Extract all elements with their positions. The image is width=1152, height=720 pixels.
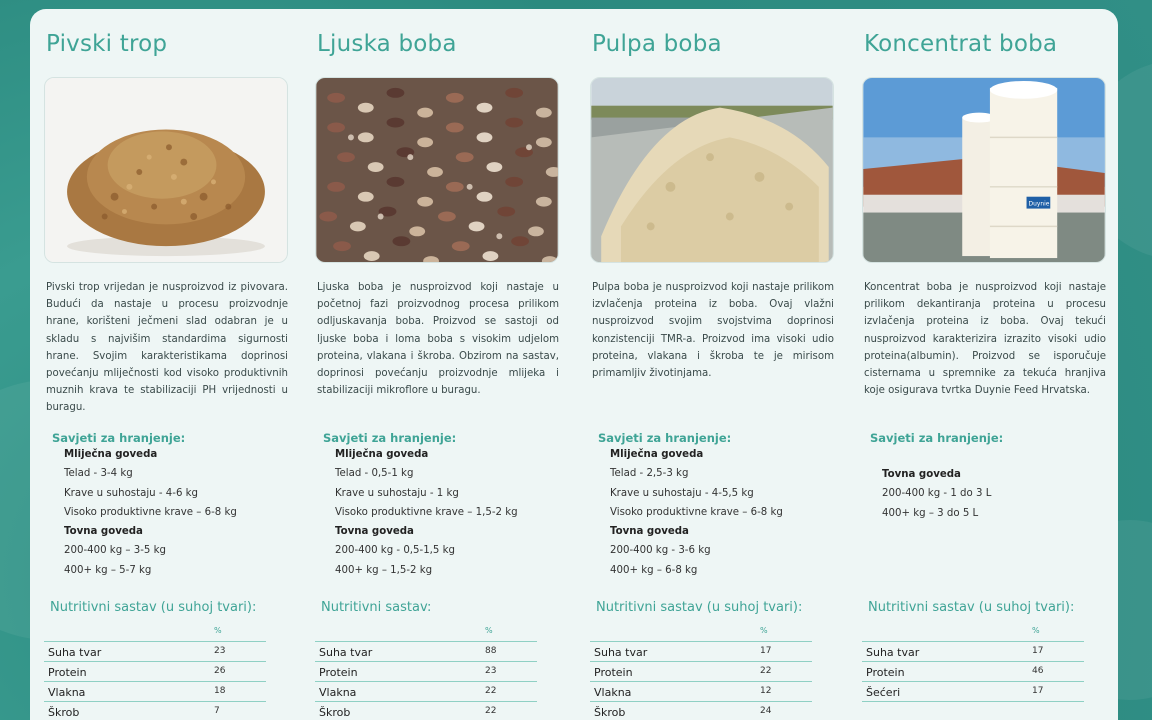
- table-row: Škrob 22: [315, 702, 537, 720]
- tip-line: 400+ kg – 6-8 kg: [610, 564, 698, 576]
- table-row: Škrob 24: [590, 702, 812, 720]
- table-row: Vlakna 18: [44, 682, 266, 702]
- tip-line: 400+ kg – 1,5-2 kg: [335, 564, 433, 576]
- table-row: Škrob 7: [44, 702, 266, 720]
- tip-line: 200-400 kg - 3-6 kg: [610, 545, 711, 557]
- storage-tanks-photo: [862, 77, 1106, 263]
- product-card: [30, 9, 1118, 720]
- table-row: Protein 23: [315, 662, 537, 682]
- group-heading: Mliječna goveda: [335, 449, 429, 460]
- product-description: Pulpa boba je nusproizvod koji nastaje prilikom izvlačenja proteina iz boba. Ovaj vlažni nusproizvod svojim svojstvima doprinosi konzistenciji TMR-a. Proizvod ima visoki udio proteina, vlakana i škroba te je mirisom primamljiv životinjama.: [592, 282, 834, 380]
- tip-line: 400+ kg – 3 do 5 L: [882, 507, 979, 519]
- nutrition-table: [44, 623, 266, 720]
- nutrition-heading: Nutritivni sastav (u suhoj tvari):: [596, 600, 803, 615]
- tip-line: Krave u suhostaju - 1 kg: [335, 487, 459, 499]
- tip-line: Telad - 3-4 kg: [64, 468, 133, 480]
- unit-label: %: [485, 626, 493, 635]
- group-heading: Mliječna goveda: [610, 449, 704, 460]
- feeding-tips: [64, 445, 237, 580]
- tip-line: 200-400 kg - 0,5-1,5 kg: [335, 545, 456, 557]
- feeding-tips-heading: Savjeti za hranjenje:: [598, 431, 732, 445]
- product-description: Pivski trop vrijedan je nusproizvod iz pivovara. Budući da nastaje u procesu proizvodnje hrane, korišteni ječmeni slad odabran je u skladu s najvišim standardima sigurnosti hrane. Svojim karakteristikama doprinosi povećanju mliječnosti kod visoko produktivnih muznih krava te stabilizaciji PH vrijednosti u buragu.: [46, 282, 288, 414]
- unit-label: %: [1032, 626, 1040, 635]
- tip-line: Telad - 0,5-1 kg: [335, 468, 414, 480]
- product-title: Ljuska boba: [317, 31, 457, 57]
- table-row: Suha tvar 17: [590, 642, 812, 662]
- nutrition-table: [315, 623, 537, 720]
- table-row: Suha tvar 88: [315, 642, 537, 662]
- nutrition-heading: Nutritivni sastav (u suhoj tvari):: [868, 600, 1075, 615]
- table-row: Šećeri 17: [862, 682, 1084, 702]
- table-row: Suha tvar 23: [44, 642, 266, 662]
- nutrition-table: [590, 623, 812, 720]
- tip-line: Visoko produktivne krave – 6-8 kg: [610, 506, 783, 518]
- group-heading: Tovna goveda: [610, 526, 689, 538]
- feeding-tips: [610, 445, 783, 580]
- table-row: Vlakna 22: [315, 682, 537, 702]
- table-row: Protein 26: [44, 662, 266, 682]
- product-title: Pivski trop: [46, 31, 168, 57]
- group-heading: Mliječna goveda: [64, 449, 158, 460]
- group-heading: Tovna goveda: [64, 526, 143, 538]
- brewers-grain-photo: [44, 77, 288, 263]
- table-row: Protein 46: [862, 662, 1084, 682]
- tip-line: Visoko produktivne krave – 6-8 kg: [64, 506, 237, 518]
- feeding-tips: [335, 445, 518, 580]
- tip-line: Krave u suhostaju - 4-5,5 kg: [610, 487, 754, 499]
- table-row: Protein 22: [590, 662, 812, 682]
- group-heading: Tovna goveda: [882, 469, 961, 480]
- feeding-tips-heading: Savjeti za hranjenje:: [323, 431, 457, 445]
- nutrition-table: [862, 623, 1084, 702]
- product-title: Pulpa boba: [592, 31, 722, 57]
- feeding-tips-heading: Savjeti za hranjenje:: [52, 431, 186, 445]
- table-row: Vlakna 12: [590, 682, 812, 702]
- tip-line: 200-400 kg - 1 do 3 L: [882, 488, 992, 500]
- product-description: Koncentrat boba je nusproizvod koji nastaje prilikom dekantiranja proteina u procesu izvlačenja proteina iz boba. Ovaj tekući nusproizvod karakterizira izrazito visoki udio proteina(albumin). Proizvod se isporučuje cisternama u spremnike za tekuća hranjiva koje osigurava tvrtka Duynie Feed Hrvatska.: [864, 282, 1106, 397]
- tip-line: Visoko produktivne krave – 1,5-2 kg: [335, 506, 518, 518]
- tank-logo: Duynie: [1028, 200, 1050, 208]
- tip-line: Krave u suhostaju - 4-6 kg: [64, 487, 199, 499]
- feeding-tips-heading: Savjeti za hranjenje:: [870, 431, 1004, 445]
- nutrition-heading: Nutritivni sastav (u suhoj tvari):: [50, 600, 257, 615]
- unit-label: %: [214, 626, 222, 635]
- tip-line: 200-400 kg – 3-5 kg: [64, 545, 166, 557]
- unit-label: %: [760, 626, 768, 635]
- tip-line: 400+ kg – 5-7 kg: [64, 564, 152, 576]
- group-heading: Tovna goveda: [335, 526, 414, 538]
- bean-pulp-photo: [590, 77, 834, 263]
- nutrition-heading: Nutritivni sastav:: [321, 600, 432, 615]
- table-row: Suha tvar 17: [862, 642, 1084, 662]
- feeding-tips: [882, 465, 991, 523]
- tip-line: Telad - 2,5-3 kg: [610, 468, 689, 480]
- bean-hulls-photo: [315, 77, 559, 263]
- product-description: Ljuska boba je nusproizvod koji nastaje u početnoj fazi proizvodnog procesa prilikom odljuskavanja boba. Proizvod se sastoji od ljuske boba i loma boba s visokim udjelom proteina, vlakana i škroba. Obzirom na sastav, doprinosi povećanju proizvodnje mlijeka i stabilizaciji mikroflore u buragu.: [317, 282, 559, 397]
- product-title: Koncentrat boba: [864, 31, 1058, 57]
